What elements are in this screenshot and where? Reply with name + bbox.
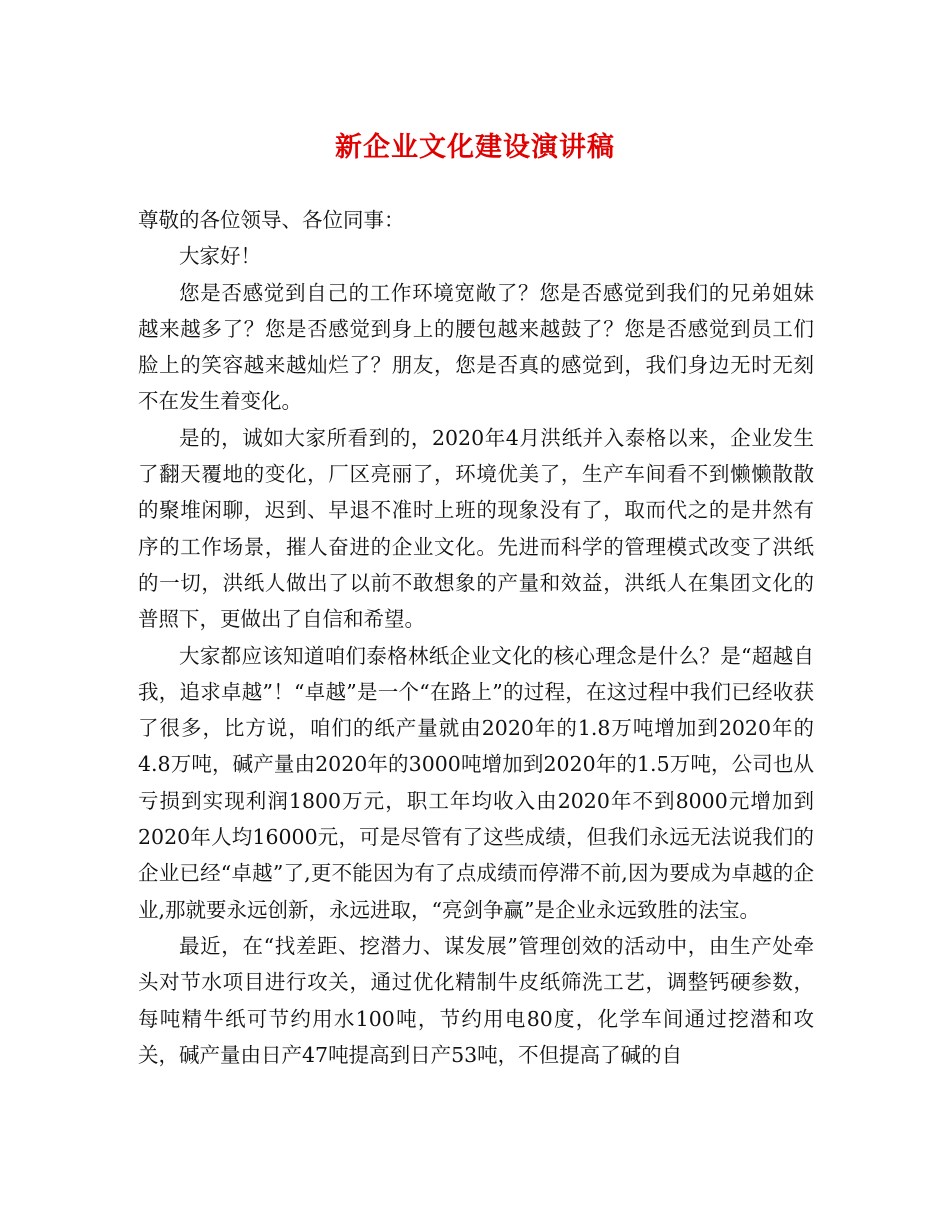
salutation: 尊敬的各位领导、各位同事： [138, 208, 405, 232]
document-body [138, 202, 814, 1073]
paragraph-2: 是的，诚如大家所看到的，2020年4月洪纸并入泰格以来，企业发生了翻天覆地的变化，厂区亮丽了，环境优美了，生产车间看不到懒懒散散的聚堆闲聊，迟到、早退不准时上班的现象没有了，取而代之的是井然有序的工作场景，摧人奋进的企业文化。先进而科学的管理模式改变了洪纸的一切，洪纸人做出了以前不敢想象的产量和效益，洪纸人在集团文化的普照下，更做出了自信和希望。 [138, 425, 814, 632]
paragraph-4: 最近，在“找差距、挖潜力、谋发展”管理创效的活动中，由生产处牵头对节水项目进行攻关，通过优化精制牛皮纸筛洗工艺，调整钙硬参数，每吨精牛纸可节约用水100吨，节约用电80度，化学车间通过挖潜和攻关，碱产量由日产47吨提高到日产53吨，不但提高了碱的自 [138, 933, 814, 1067]
paragraph-3: 大家都应该知道咱们泰格林纸企业文化的核心理念是什么？是“超越自我，追求卓越”！“卓越”是一个“在路上”的过程，在这过程中我们已经收获了很多，比方说，咱们的纸产量就由2020年的1.8万吨增加到2020年的4.8万吨，碱产量由2020年的3000吨增加到2020年的1.5万吨，公司也从亏损到实现利润1800万元，职工年均收入由2020年不到8000元增加到2020年人均16000元，可是尽管有了这些成绩，但我们永远无法说我们的企业已经“卓越”了,更不能因为有了点成绩而停滞不前,因为要成为卓越的企业,那就要永远创新，永远进取，“亮剑争赢”是企业永远致胜的法宝。 [138, 643, 814, 922]
paragraph-1: 您是否感觉到自己的工作环境宽敞了？您是否感觉到我们的兄弟姐妹越来越多了？您是否感觉到身上的腰包越来越鼓了？您是否感觉到员工们脸上的笑容越来越灿烂了？朋友，您是否真的感觉到，我们身边无时无刻不在发生着变化。 [138, 280, 814, 414]
document-title: 新企业文化建设演讲稿 [335, 132, 615, 163]
paragraph-greeting: 大家好！ [179, 244, 261, 269]
